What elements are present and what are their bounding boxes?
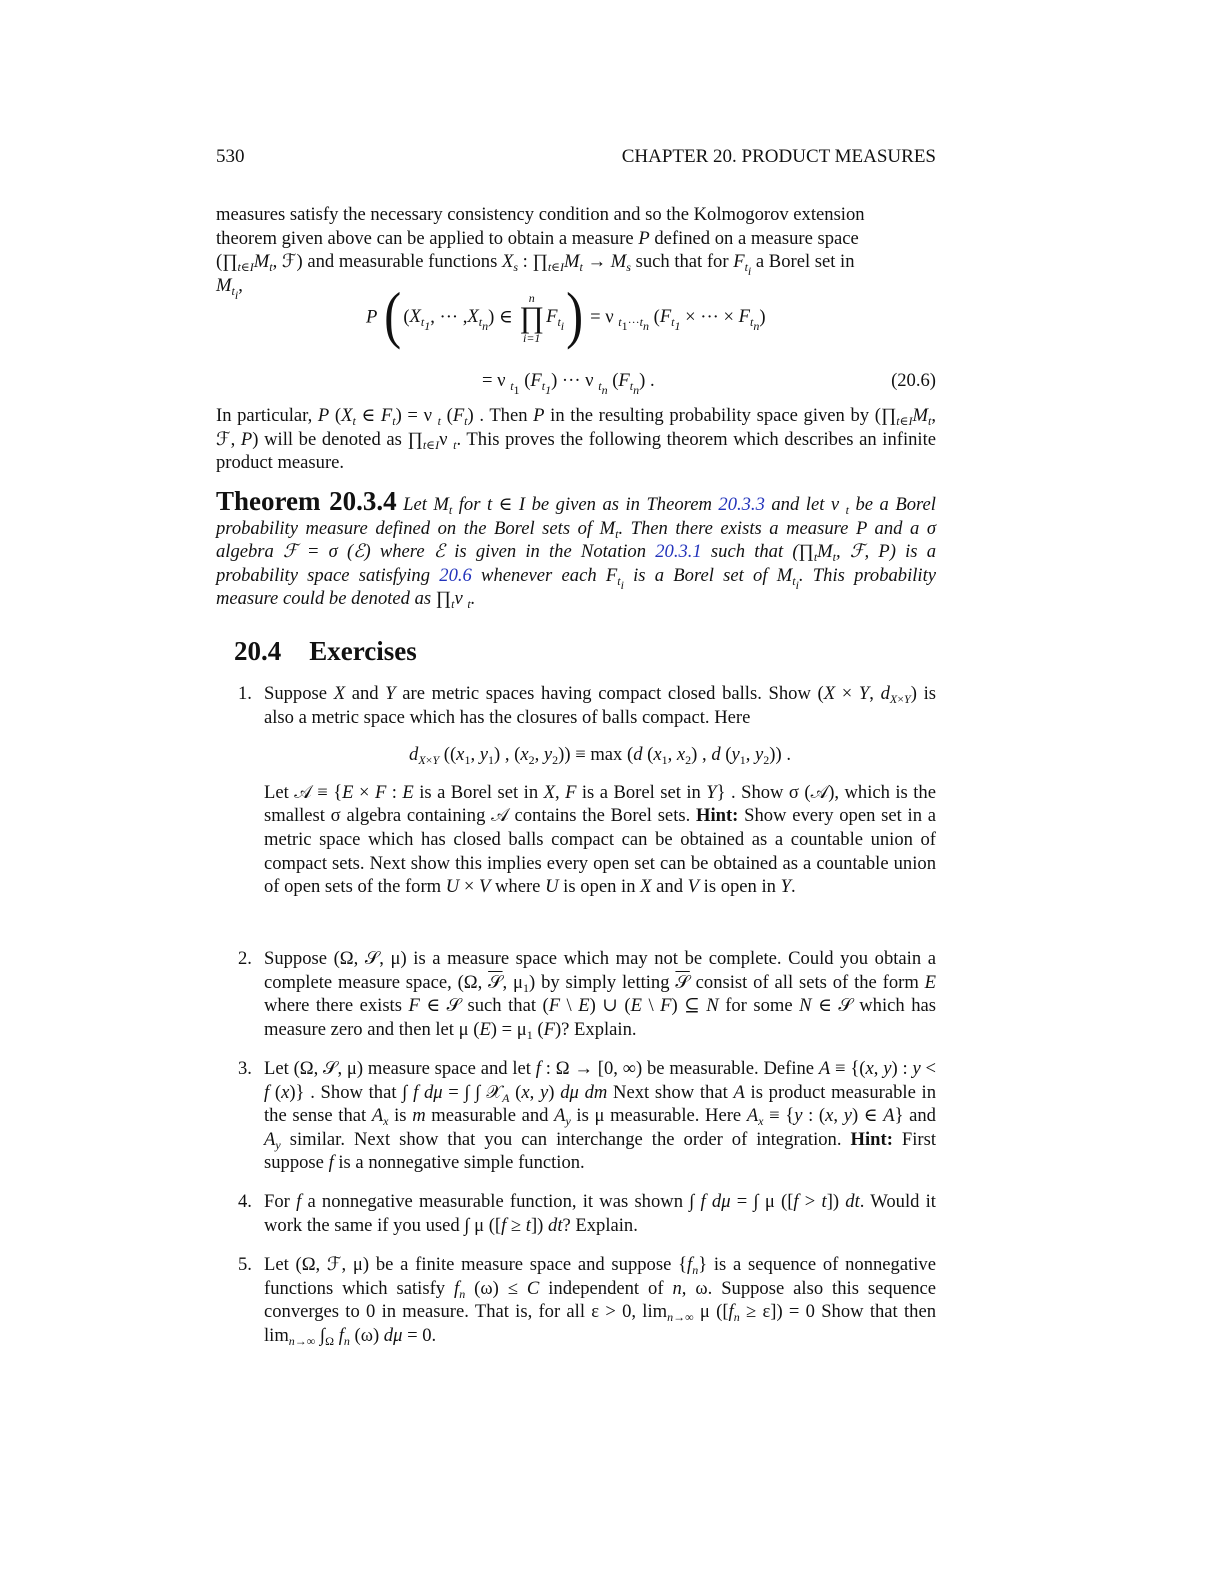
theorem-20-3-4: Theorem 20.3.4 Let $M_t$ for t ∈ I be given as in Theorem 20.3.3 and let ν $_t$ be a Borel probability measure defined on the Borel sets of $M_t$. Then there exists a measure P and a σ algebra ℱ = σ (ℰ) where ℰ is given in the Notation 20.3.1 such that ($\prod_tM_t$, ℱ, P) is a probability space satisfying 20.6 whenever each $F_{t_i}$ is a Borel set of $M_{t_i}$. This probability measure could be denoted as $\prod_t\nu$ $_t$. [216, 486, 937, 612]
exercise-label: 3. [238, 1058, 252, 1079]
equation-ref-link[interactable]: 20.6 [439, 564, 472, 586]
theorem-title: Theorem 20.3.4 [216, 486, 397, 516]
exercise-5: 5. Let (Ω, ℱ, μ) be a finite measure space and suppose $\{f_n\}$ is a sequence of nonnegative functions which satisfy $f_n$ (ω) ≤ C independent of n, ω. Suppose also this sequence converges to 0 in measure. That is, for all ε > 0, $\lim_{n\to\infty} \mu$ $([f_n \ge \varepsilon]) = 0$ Show that then $\lim_{n\to\infty} \int_\Omega$ $f_n$ (ω) dμ = 0. [238, 1254, 937, 1348]
exercise-label: 1. [238, 683, 252, 704]
exercise-3: 3. Let (Ω, 𝒮, μ) measure space and let f : Ω → [0, ∞) be measurable. Define A ≡ {(x, y) : y < f (x)} . Show that ∫ f dμ = ∫ ∫ 𝒳$_A$ (x, y) dμ dm Next show that A is product measurable in the sense that $A_x$ is m measurable and $A_y$ is μ measurable. Here $A_x \equiv \{y$ : (x, y) ∈ A} and $A_y$ similar. Next show that you can interchange the order of integration. Hint: First suppose f is a nonnegative simple function. [238, 1058, 937, 1174]
notation-ref-link[interactable]: 20.3.1 [655, 541, 702, 563]
exercise-label: 5. [238, 1254, 252, 1275]
exercise-2: 2. Suppose (Ω, 𝒮, μ) is a measure space which may not be complete. Could you obtain a complete measure space, (Ω, 𝒮, $\mu_1$) by simply letting 𝒮 consist of all sets of the form E where there exists F ∈ 𝒮 such that (F \ E) ∪ (E \ F) ⊆ N for some N ∈ 𝒮 which has measure zero and then let μ $(E) = \mu_1$ (F)? Explain. [238, 948, 937, 1042]
particular-paragraph: In particular, P ($X_t$ ∈ $F_t) = \nu$ $_t$ $(F_t)$ . Then P in the resulting probability space given by ($\prod_{t\in I}M_t$, ℱ, P) will be denoted as $\prod_{t\in I}\nu$ $_t$. This proves the following theorem which describes an infinite product measure. [216, 405, 937, 474]
exercise-1: 1. Suppose X and Y are metric spaces having compact closed balls. Show (X × Y, $d_{X\times Y}$) is also a metric space which has the closures of balls compact. Here $d_{X\times Y}$ (($x_1$, $y_1$) , ($x_2$, $y_2)) \equiv \max (d$ ($x_1$, $x_2$) , d ($y_1$, $y_2$)) . Let 𝒜 ≡ {E × F : E is a Borel set in X, F is a Borel set in Y} . Show σ (𝒜), which is the smallest σ algebra containing 𝒜 contains the Borel sets. Hint: Show every open set in a metric space which has closed balls compact can be obtained as a countable union of compact sets. Next show this implies every open set can be obtained as a countable union of open sets of the form U × V where U is open in X and V is open in Y. [238, 683, 936, 898]
equation-line-1: P ( ($X_{t_1}$, ··· $,X_{t_n}$) ∈ n ∏ i=1 $F_{t_i}) = \nu$ $_{t_1\cdot\cdot\cdot t_n}$ ($F_{t_1}$ × ··· × $F_{t_n}$) [366, 279, 766, 351]
intro-line-4: $M_{t_i}$, [216, 274, 243, 302]
exercise-4: 4. For f a nonnegative measurable function, it was shown ∫ f dμ = ∫ μ ([f > t]) dt. Would it work the same if you used ∫ μ ([f ≥ t]) dt? Explain. [238, 1191, 936, 1236]
equation-number: (20.6) [891, 370, 936, 391]
section-number: 20.4 [234, 636, 282, 666]
metric-definition: $d_{X\times Y}$ (($x_1$, $y_1$) , ($x_2$, $y_2)) \equiv \max (d$ ($x_1$, $x_2$) , d ($y_1$, $y_2$)) . [409, 744, 791, 768]
section-title: Exercises [309, 636, 417, 666]
intro-line-2: theorem given above can be applied to obtain a measure P defined on a measure space [216, 227, 859, 249]
chapter-title: CHAPTER 20. PRODUCT MEASURES [621, 146, 936, 167]
exercise-label: 4. [238, 1191, 252, 1212]
theorem-ref-link[interactable]: 20.3.3 [718, 494, 765, 515]
exercise-label: 2. [238, 948, 252, 969]
intro-line-3: ($\prod_{t\in I}M_t$, ℱ) and measurable functions $X_s$ : $\prod_{t\in I}M_t \to M_s$ such that for $F_{t_i}$ a Borel set in [216, 251, 855, 279]
intro-line-1: measures satisfy the necessary consistency condition and so the Kolmogorov extension [216, 204, 865, 225]
page-number: 530 [216, 146, 245, 167]
product-symbol: n ∏ i=1 [519, 291, 545, 345]
equation-line-2: = ν $_{t_1}$ $(F_{t_1})$ ··· ν $_{t_n}$ $(F_{t_n})$ . [482, 370, 655, 397]
section-heading [234, 636, 417, 667]
